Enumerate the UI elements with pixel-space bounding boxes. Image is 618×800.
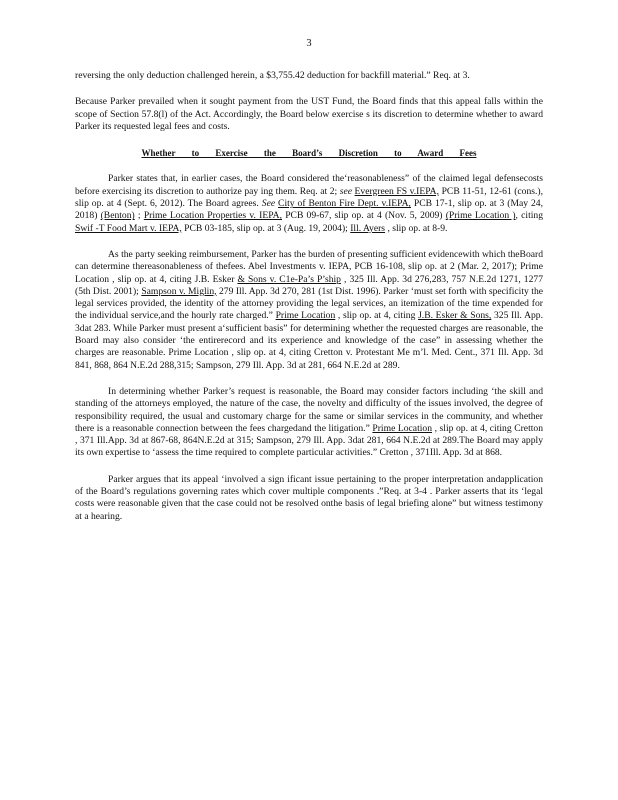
case-citation: (Benton) [100,210,135,222]
case-citation: Swif -T Food Mart v. IEPA, [75,222,182,234]
text-run: , citing [515,210,544,222]
document-body [75,70,543,537]
text-run: In determining whether Parker’s request is reasonable, the Board may consider factors including ‘the skill and standing of the attorneys employed, the nature of the case, the novelty and difficulty of the issues involved, the degree of responsibility required, the usual and customary charge for the same or similar services in the community, and whether there is a reasonable connection between the fees chargedand the litigation.” [75,385,543,434]
text-run: , slip op. at 4, citing [335,310,419,322]
text-run: reversing the only deduction challenged herein, a $3,755.42 deduction for backfill material.” Req. at 3. [75,70,470,81]
case-citation: J.B. Esker & Sons, [418,310,492,322]
case-citation: Sampson v. Miglin, [141,285,217,297]
text-run: , slip op. at 8-9. [385,222,448,234]
text-run: , 325 Ill. App. 3d 276,283, 757 N.E.2d 1271, 1277 (5th Dist. 2001); [75,273,543,297]
text-run: Because Parker prevailed when it sought payment from the UST Fund, the Board finds that this appeal falls within the scope of Section 57.8(l) of the Act. Accordingly, the Board below exercise s its discretion to determine whether to award Parker its requested legal fees and costs. [75,96,543,132]
text-run: PCB 11-51, 12-61 (cons.), slip op. at 4 (Sept. 6, 2012). The Board agrees. [75,185,543,210]
text-run: PCB 03-185, slip op. at 3 (Aug. 19, 2004); [181,222,351,234]
case-citation: Prime Location Properties v. IEPA, [143,210,282,222]
case-citation: Prime Location [372,422,432,434]
paragraph-p1 [75,96,543,133]
text-run: Parker argues that its appeal ‘involved a sign ificant issue pertaining to the proper interpretation andapplication of the Board’s regulations governing rates which cover multiple components .”Req. at 3-4 . Parker asserts that its ‘legal costs were reasonable given that the case could not be resolved onthe basis of legal briefing alone” but witness testimony at a hearing. [75,473,543,522]
case-citation: Prime Location [275,310,336,322]
case-citation: (Prime Location ) [445,210,516,222]
body-paragraphs [75,173,543,522]
case-citation: Evergreen FS v.IEPA, [354,185,440,197]
case-citation: Ill. Ayers [350,222,386,234]
text-run: , slip op. at 4, citing Cretton , 371 Ill.App. 3d at 867-68, 864N.E.2d at 315; Sampson, 279 Ill. App. 3dat 281, 664 N.E.2d at 289.The Board may apply its own expertise to ‘assess the time required to complete particular activities.” Cretton , 371Ill. App. 3d at 868. [75,422,543,459]
paragraph-p0 [75,70,543,82]
text-run: PCB 09-67, slip op. at 4 (Nov. 5, 2009) [282,210,446,222]
intro-paragraphs [75,70,543,133]
text-run: 325 Ill. App. 3dat 283. While Parker must present a‘sufficient basis” for determining whether the requested charges are reasonable, the Board may also consider ‘the entirerecord and its experience and knowledge of the case” in assessing whether the charges are reasonable. Prime Location , slip op. at 4, citing Cretton v. Protestant Me m’l. Med. Cent., 371 Ill. App. 3d 841, 868, 864 N.E.2d 288,315; Sampson, 279 Ill. App. 3d at 281, 664 N.E.2d at 289. [75,310,543,371]
text-run: ; [134,210,144,222]
text-run: As the party seeking reimbursement, Parker has the burden of presenting sufficient evidencewith which theBoard can determine thereasonableness of thefees. Abel Investments v. IEPA, PCB 16-108, slip op. at 2 (Mar. 2, 2017); Prime Location , slip op. at 4, citing J.B. Esker [75,248,543,285]
section-heading: Whether to Exercise the Board’s Discretion to Award Fees [141,148,477,159]
signal-word: See [261,198,276,210]
text-run: Parker states that, in earlier cases, the Board considered the‘reasonableness” of the claimed legal defensecosts before exercising its discretion to authorize pay ing them. Req. at 2; [75,173,543,197]
paragraph-p2 [75,173,543,234]
paragraph-p3 [75,249,543,372]
text-run: PCB 17-1, slip op. at 3 (May 24, 2018) [75,198,543,222]
text-run: 279 Ill. App. 3d 270, 281 (1st Dist. 1996). Parker ‘must set forth with specificity the legal services provided, the identity of the attorney providing the legal services, an itemization of the time expended for the individual service,and the hourly rate charged.” [75,285,543,322]
case-citation: City of Benton Fire Dept. v.IEPA, [278,198,411,210]
signal-word: see [339,185,352,197]
paragraph-p4 [75,386,543,460]
paragraph-p5 [75,474,543,523]
page-number: 3 [306,38,312,49]
case-citation: & Sons v. C1e-Pa’s P’ship [237,273,341,285]
